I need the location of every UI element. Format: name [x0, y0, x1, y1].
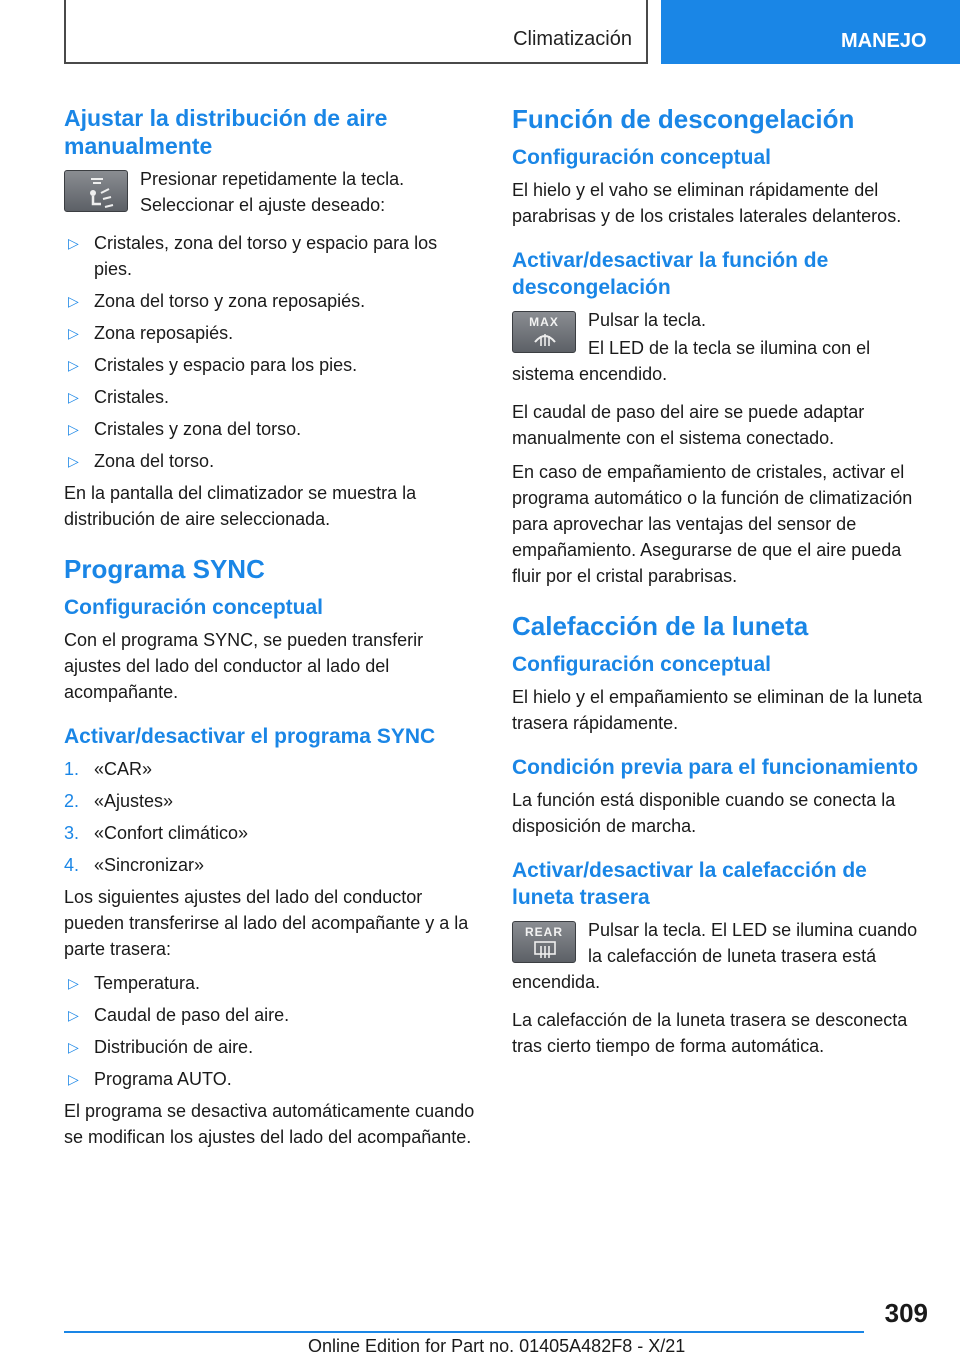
heading-rear-toggle: Activar/desactivar la calefacción de luneta trasera	[512, 859, 867, 909]
rear-press-text: Pulsar la tecla. El LED se ilumina cuando la calefacción de luneta trasera está encendida.	[512, 920, 918, 992]
defrost-key-row	[512, 307, 928, 395]
list-item: ▷ Cristales y zona del torso.	[64, 416, 480, 442]
triangle-bullet-icon: ▷	[68, 357, 79, 373]
triangle-bullet-icon: ▷	[68, 293, 79, 309]
list-item: 2. «Ajustes»	[64, 791, 174, 811]
heading-sync-toggle: Activar/desactivar el programa SYNC	[64, 725, 436, 748]
triangle-bullet-icon: ▷	[68, 1039, 79, 1055]
list-item: ▷ Zona del torso.	[64, 448, 480, 474]
heading-rear-condition: Condición previa para el funcionamiento	[512, 756, 919, 779]
heading-defrost: Función de descongelación	[512, 104, 855, 134]
manual-after-text: En la pantalla del climatizador se muestra la distribución de aire seleccionada.	[64, 483, 417, 529]
triangle-bullet-icon: ▷	[68, 325, 79, 341]
heading-defrost-concept: Configuración conceptual	[512, 146, 772, 169]
list-item: ▷ Cristales.	[64, 384, 480, 410]
manual-key-row	[64, 166, 480, 226]
defrost-text-1: El caudal de paso del aire se puede adaptar manualmente con el sistema conectado.	[512, 402, 865, 448]
list-item: ▷ Zona reposapiés.	[64, 320, 480, 346]
sync-steps-list	[64, 756, 480, 878]
triangle-bullet-icon: ▷	[68, 235, 79, 251]
sync-concept-text: Con el programa SYNC, se pueden transferir ajustes del lado del conductor al lado del acompañante.	[64, 630, 424, 702]
page-number: 309	[884, 1298, 928, 1328]
list-item: ▷ Cristales, zona del torso y espacio para los pies.	[64, 230, 480, 282]
sync-settings-list	[64, 970, 480, 1092]
triangle-bullet-icon: ▷	[68, 453, 79, 469]
max-defrost-key-icon: MAX	[512, 311, 576, 353]
rear-condition-text: La función está disponible cuando se conecta la disposición de marcha.	[512, 790, 896, 836]
section-title: Climatización	[513, 28, 632, 50]
triangle-bullet-icon: ▷	[68, 975, 79, 991]
list-item: ▷ Zona del torso y zona reposapiés.	[64, 288, 480, 314]
triangle-bullet-icon: ▷	[68, 1007, 79, 1023]
defrost-text-2: En caso de empañamiento de cristales, activar el programa automático o la función de climatización para aprovechar las ventajas del sensor de empañamiento. Asegurarse de que el aire pueda fluir por el cristal parabrisas.	[512, 462, 913, 586]
heading-sync-concept: Configuración conceptual	[64, 596, 324, 619]
sync-after-text: Los siguientes ajustes del lado del conductor pueden transferirse al lado del acompañante y a la parte trasera:	[64, 887, 469, 959]
triangle-bullet-icon: ▷	[68, 389, 79, 405]
sync-final-text: El programa se desactiva automáticamente cuando se modifican los ajustes del lado del acompañante.	[64, 1101, 475, 1147]
footer-divider	[64, 1331, 864, 1333]
heading-rear-heating: Calefacción de la luneta	[512, 611, 809, 641]
defrost-concept-text: El hielo y el vaho se eliminan rápidamente del parabrisas y de los cristales laterales delanteros.	[512, 180, 902, 226]
heading-manual-distribution: Ajustar la distribución de aire manualmente	[64, 105, 388, 159]
chapter-tab[interactable]: MANEJO	[661, 0, 960, 64]
heading-sync: Programa SYNC	[64, 554, 265, 584]
list-item: ▷ Distribución de aire.	[64, 1034, 480, 1060]
header-frame	[64, 0, 648, 64]
list-item: 3. «Confort climático»	[64, 823, 249, 843]
list-item: 4. «Sincronizar»	[64, 855, 205, 875]
triangle-bullet-icon: ▷	[68, 1071, 79, 1087]
heading-defrost-toggle: Activar/desactivar la función de descongelación	[512, 249, 829, 299]
air-distribution-key-icon	[64, 170, 128, 212]
list-item: ▷ Caudal de paso del aire.	[64, 1002, 480, 1028]
list-item: ▷ Temperatura.	[64, 970, 480, 996]
defrost-led-text: El LED de la tecla se ilumina con el sistema encendido.	[512, 338, 871, 384]
manual-instruction: Presionar repetidamente la tecla. Seleccionar el ajuste deseado:	[140, 169, 405, 215]
footer-edition-text: Online Edition for Part no. 01405A482F8 - X/21	[308, 1336, 686, 1356]
heading-rear-concept: Configuración conceptual	[512, 653, 772, 676]
triangle-bullet-icon: ▷	[68, 421, 79, 437]
right-column	[512, 100, 928, 1067]
manual-options-list	[64, 230, 480, 474]
list-item: ▷ Cristales y espacio para los pies.	[64, 352, 480, 378]
rear-concept-text: El hielo y el empañamiento se eliminan de la luneta trasera rápidamente.	[512, 687, 923, 733]
rear-key-row	[512, 917, 928, 1003]
rear-text: La calefacción de la luneta trasera se desconecta tras cierto tiempo de forma automática.	[512, 1010, 908, 1056]
list-item: 1. «CAR»	[64, 759, 153, 779]
list-item: ▷ Programa AUTO.	[64, 1066, 480, 1092]
rear-window-heating-key-icon: REAR	[512, 921, 576, 963]
left-column	[64, 100, 480, 1158]
defrost-press-text: Pulsar la tecla.	[588, 310, 707, 330]
